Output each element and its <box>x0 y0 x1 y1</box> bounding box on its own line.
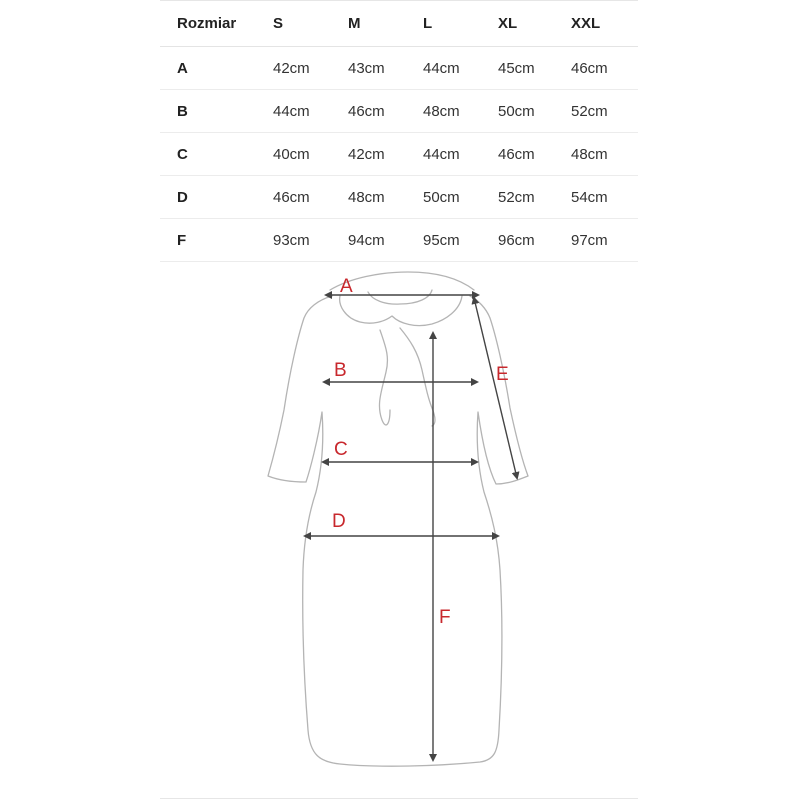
table-cell: 46cm <box>348 90 423 133</box>
table-cell: 97cm <box>571 219 638 262</box>
header-size-s: S <box>273 0 348 47</box>
label-b: B <box>334 360 347 381</box>
table-cell: 96cm <box>498 219 571 262</box>
table-cell: 46cm <box>273 176 348 219</box>
table-cell: 50cm <box>423 176 498 219</box>
table-bottom-border <box>160 798 638 799</box>
dress-outline <box>268 272 528 766</box>
table-cell: 52cm <box>498 176 571 219</box>
arrow-e <box>474 298 517 478</box>
dress-collar-outline <box>340 296 462 326</box>
table-cell: 42cm <box>348 133 423 176</box>
table-cell: 48cm <box>348 176 423 219</box>
row-label: F <box>160 219 273 262</box>
label-e: E <box>496 364 509 385</box>
header-size-xl: XL <box>498 0 571 47</box>
table-cell: 46cm <box>571 47 638 90</box>
label-c: C <box>334 439 348 460</box>
table-cell: 48cm <box>571 133 638 176</box>
table-cell: 44cm <box>423 133 498 176</box>
label-a: A <box>340 276 353 297</box>
table-cell: 45cm <box>498 47 571 90</box>
table-cell: 44cm <box>273 90 348 133</box>
row-label: C <box>160 133 273 176</box>
row-label: A <box>160 47 273 90</box>
dress-tie-outline <box>379 328 435 426</box>
table-cell: 50cm <box>498 90 571 133</box>
table-cell: 44cm <box>423 47 498 90</box>
dress-body-outline <box>268 296 528 766</box>
table-cell: 94cm <box>348 219 423 262</box>
table-cell: 93cm <box>273 219 348 262</box>
table-cell: 43cm <box>348 47 423 90</box>
header-size-l: L <box>423 0 498 47</box>
header-size-m: M <box>348 0 423 47</box>
table-cell: 54cm <box>571 176 638 219</box>
label-d: D <box>332 511 346 532</box>
table-cell: 48cm <box>423 90 498 133</box>
header-size-label: Rozmiar <box>160 0 273 47</box>
table-cell: 52cm <box>571 90 638 133</box>
table-cell: 95cm <box>423 219 498 262</box>
header-size-xxl: XXL <box>571 0 638 47</box>
table-cell: 40cm <box>273 133 348 176</box>
row-label: D <box>160 176 273 219</box>
table-cell: 46cm <box>498 133 571 176</box>
table-cell: 42cm <box>273 47 348 90</box>
row-label: B <box>160 90 273 133</box>
label-f: F <box>439 607 451 628</box>
